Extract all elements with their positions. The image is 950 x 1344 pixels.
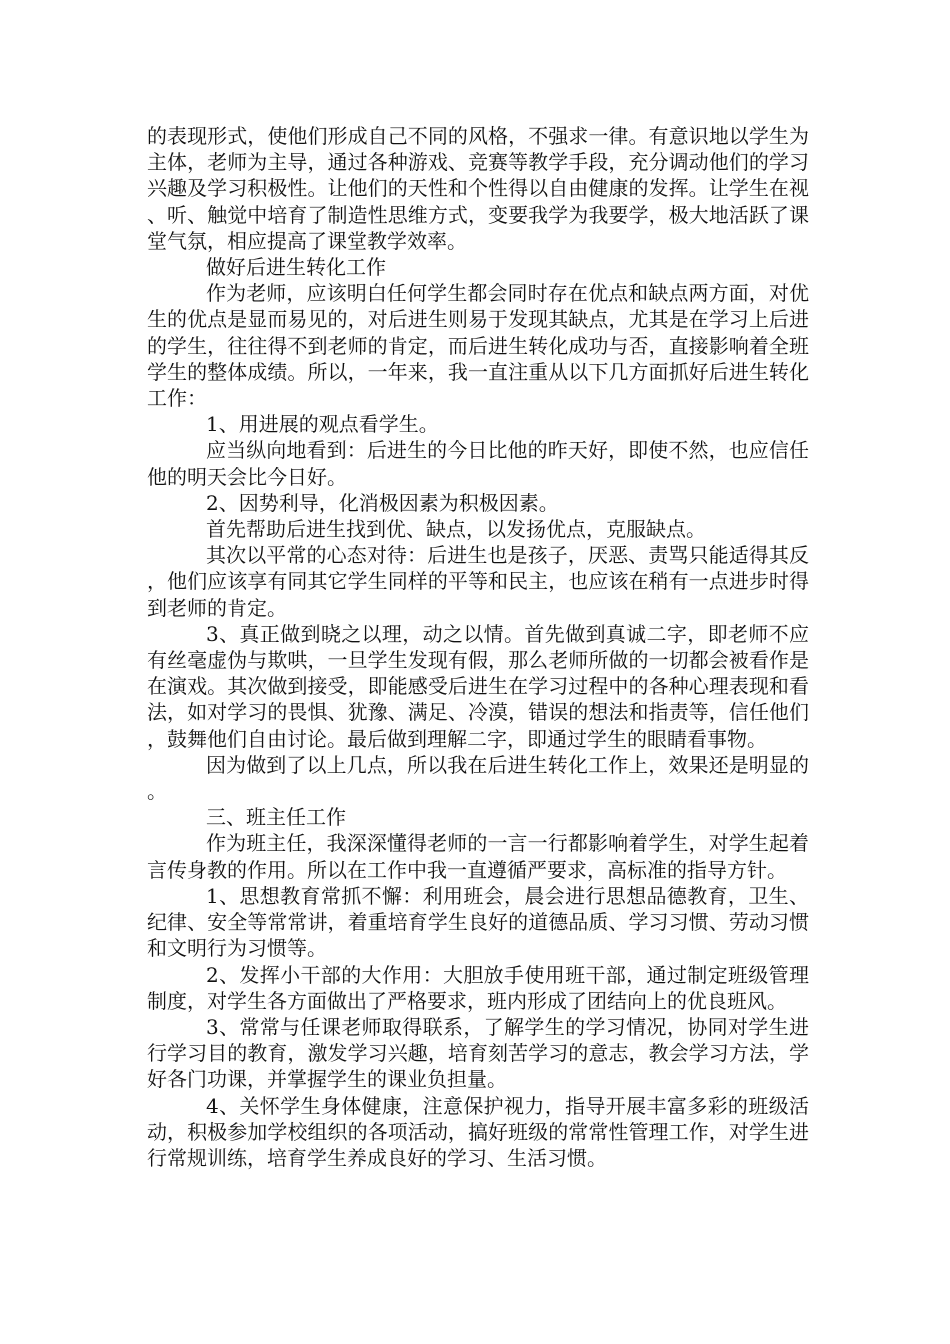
paragraph-class-teacher-intro: 作为班主任，我深深懂得老师的一言一行都影响着学生，对学生起着言传身教的作用。所以在工作中我一直遵循严要求，高标准的指导方针。 — [147, 831, 809, 882]
section-heading-underachievers: 做好后进生转化工作 — [206, 255, 386, 280]
list-item-class-cadres: 2、发挥小干部的大作用：大胆放手使用班干部，通过制定班级管理制度，对学生各方面做出了严格要求，班内形成了团结向上的优良班风。 — [147, 962, 809, 1013]
paragraph-calm-attitude: 其次以平常的心态对待：后进生也是孩子，厌恶、责骂只能适得其反，他们应该享有同其它学生同样的平等和民主，也应该在稍有一点进步时得到老师的肯定。 — [147, 543, 809, 620]
list-item-health: 4、关怀学生身体健康，注意保护视力，指导开展丰富多彩的班级活动，积极参加学校组织的各项活动，搞好班级的常常性管理工作，对学生进行常规训练，培育学生养成良好的学习、生活习惯。 — [147, 1093, 809, 1170]
paragraph-result: 因为做到了以上几点，所以我在后进生转化工作上，效果还是明显的。 — [147, 752, 809, 804]
paragraph-find-strengths: 首先帮助后进生找到优、缺点，以发扬优点，克服缺点。 — [206, 517, 706, 542]
paragraph-intro-continuation: 的表现形式，使他们形成自己不同的风格，不强求一律。有意识地以学生为主体，老师为主导，通过各种游戏、竞赛等教学手段，充分调动他们的学习兴趣及学习积极性。让他们的天性和个性得以自由健康的发挥。让学生在视、听、触觉中培育了制造性思维方式，变要我学为我要学，极大地活跃了课堂气氛，相应提高了课堂教学效率。 — [147, 124, 809, 253]
list-item-2: 2、因势利导，化消极因素为积极因素。 — [206, 490, 559, 515]
list-item-3: 3、真正做到晓之以理，动之以情。首先做到真诚二字，即老师不应有丝毫虚伪与欺哄，一旦学生发现有假，那么老师所做的一切都会被看作是在演戏。其次做到接受，即能感受后进生在学习过程中的各种心理表现和看法，如对学习的畏惧、犹豫、满足、冷漠，错误的想法和指责等，信任他们，鼓舞他们自由讨论。最后做到理解二字，即通过学生的眼睛看事物。 — [147, 621, 809, 751]
list-item-moral-education: 1、思想教育常抓不懈：利用班会，晨会进行思想品德教育，卫生、纪律、安全等常常讲，着重培育学生良好的道德品质、学习习惯、劳动习惯和文明行为习惯等。 — [147, 883, 809, 961]
paragraph-vertical-view: 应当纵向地看到：后进生的今日比他的昨天好，即使不然，也应信任他的明天会比今日好。 — [147, 438, 809, 489]
paragraph-teacher-role: 作为老师，应该明白任何学生都会同时存在优点和缺点两方面，对优生的优点是显而易见的，对后进生则易于发现其缺点，尤其是在学习上后进的学生，往往得不到老师的肯定，而后进生转化成功与否，直接影响着全班学生的整体成绩。所以，一年来，我一直注重从以下几方面抓好后进生转化工作： — [147, 281, 809, 411]
document-page — [147, 123, 809, 1171]
list-item-teacher-contact: 3、常常与任课老师取得联系，了解学生的学习情况，协同对学生进行学习目的教育，激发学习兴趣，培育刻苦学习的意志，教会学习方法，学好各门功课，并掌握学生的课业负担量。 — [147, 1014, 809, 1092]
list-item-1: 1、用进展的观点看学生。 — [206, 412, 439, 437]
section-heading-class-teacher: 三、班主任工作 — [206, 805, 346, 830]
